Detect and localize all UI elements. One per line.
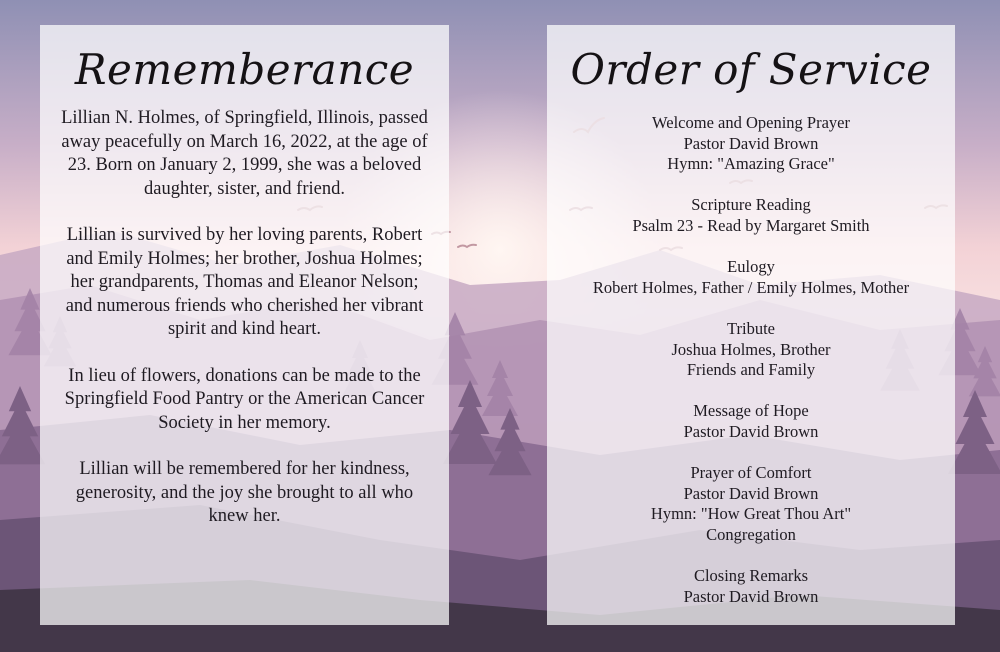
service-item-heading: Eulogy	[727, 257, 775, 277]
order-of-service-panel	[547, 25, 955, 625]
service-item-heading: Scripture Reading	[691, 195, 811, 215]
service-item-line: Friends and Family	[686, 360, 816, 380]
remembrance-text	[58, 107, 431, 529]
remembrance-paragraph: Lillian N. Holmes, of Springfield, Illinois, passed away peacefully on March 16, 2022, at the age of 23. Born on January 2, 1999, she was a beloved daughter, sister, and friend.	[61, 108, 428, 199]
service-item-line: Pastor David Brown	[683, 586, 819, 606]
service-item-line: Joshua Holmes, Brother	[671, 339, 831, 359]
service-item	[553, 401, 949, 442]
service-item	[553, 195, 949, 236]
service-item	[553, 319, 949, 381]
service-item-line: Congregation	[706, 524, 796, 544]
service-item-line: Hymn: "How Great Thou Art"	[650, 504, 852, 524]
service-item-line: Psalm 23 - Read by Margaret Smith	[632, 215, 870, 235]
remembrance-paragraph: In lieu of flowers, donations can be made to the Springfield Food Pantry or the American Cancer Society in her memory.	[64, 365, 425, 433]
remembrance-panel	[40, 25, 449, 625]
remembrance-title: Rememberance	[74, 45, 415, 94]
service-item-heading: Tribute	[727, 318, 775, 338]
service-item-heading: Prayer of Comfort	[690, 463, 812, 483]
service-item	[553, 566, 949, 607]
service-list	[553, 113, 949, 607]
service-item-heading: Welcome and Opening Prayer	[652, 113, 850, 132]
order-of-service-title: Order of Service	[570, 45, 932, 94]
service-item-heading: Closing Remarks	[693, 566, 809, 586]
service-item-line: Pastor David Brown	[683, 421, 819, 441]
service-item-line: Hymn: "Amazing Grace"	[667, 154, 835, 174]
service-item	[553, 257, 949, 298]
service-item-line: Pastor David Brown	[683, 483, 819, 503]
remembrance-paragraph: Lillian will be remembered for her kindness, generosity, and the joy she brought to all who knew her.	[75, 459, 414, 526]
service-item-line: Robert Holmes, Father / Emily Holmes, Mother	[592, 277, 910, 297]
service-item	[553, 113, 949, 175]
service-item-heading: Message of Hope	[693, 401, 809, 421]
service-item-line: Pastor David Brown	[683, 133, 819, 153]
service-item	[553, 463, 949, 545]
remembrance-paragraph: Lillian is survived by her loving parents, Robert and Emily Holmes; her brother, Joshua Holmes; her grandparents, Thomas and Eleanor Nelson; and numerous friends who cherished her vibrant spirit and kind heart.	[65, 225, 424, 339]
